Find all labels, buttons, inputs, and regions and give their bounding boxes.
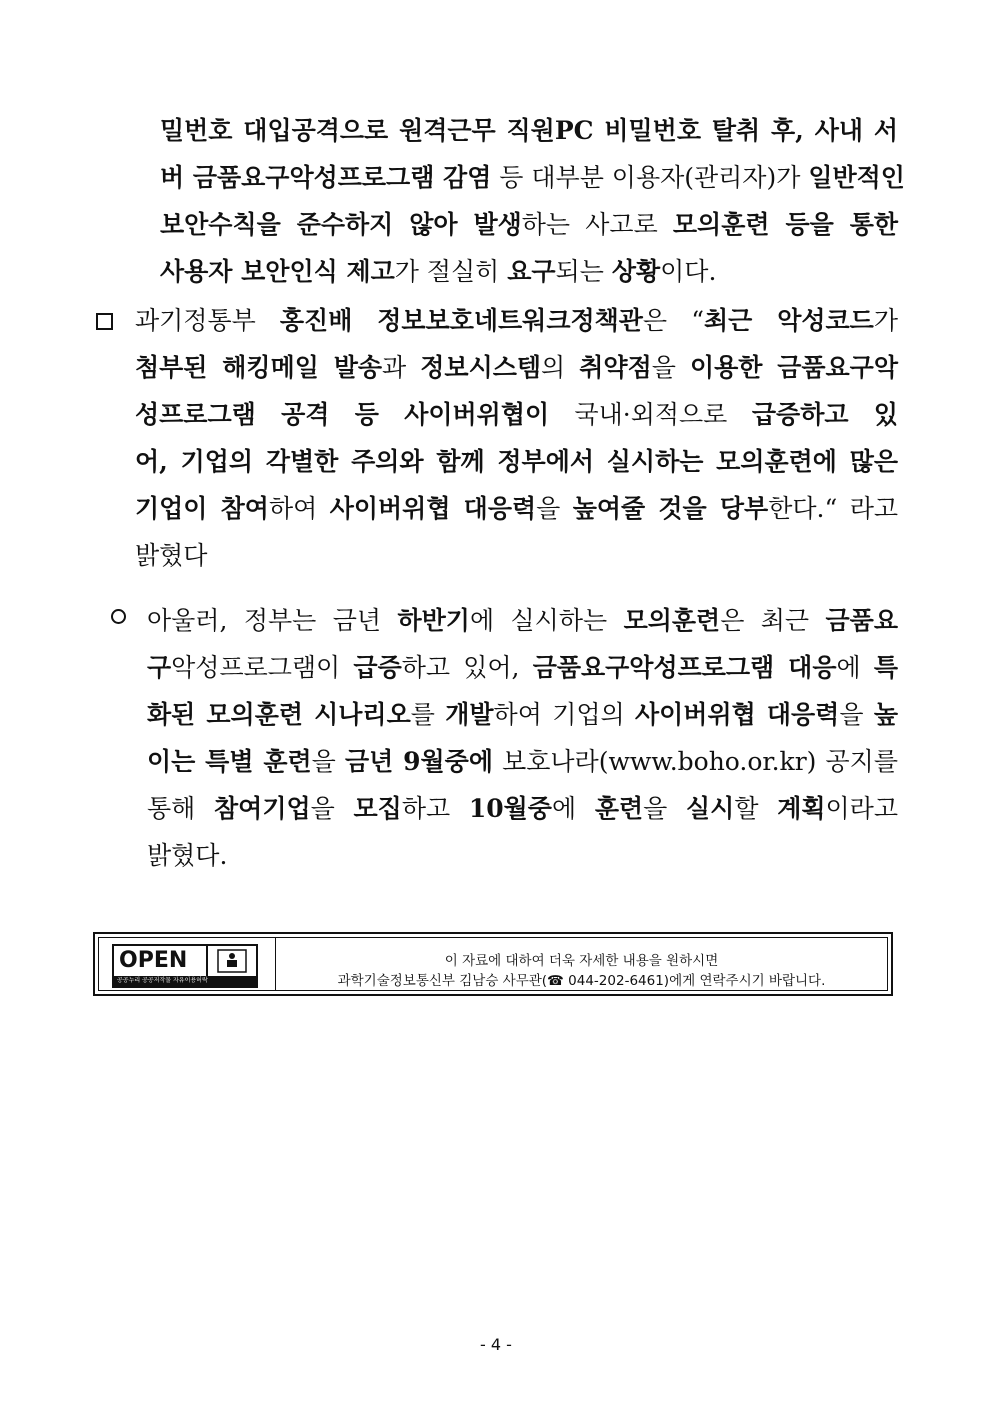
text: 하고 있어,: [401, 653, 533, 682]
text: 밝혔다.: [147, 841, 228, 870]
text: 을: [311, 747, 345, 776]
paragraph-line: [147, 691, 898, 738]
text: 을: [651, 353, 690, 382]
bold-text: 급증하고 있: [751, 400, 898, 429]
bold-text: 사용자 보안인식 제고: [160, 257, 395, 286]
bold-text: 계획: [777, 794, 826, 823]
bold-text: 높여줄 것을 당부: [572, 494, 769, 523]
text: 을: [536, 494, 573, 523]
bold-text: 특: [873, 653, 898, 682]
contact-line-1: 이 자료에 대하여 더욱 자세한 내용을 원하시면: [444, 953, 719, 969]
attribution-person-icon: [217, 949, 247, 973]
bold-text: 금품요: [825, 606, 898, 635]
bold-text: 홍진배 정보보호네트워크정책관: [279, 306, 643, 335]
text: 은 최근: [720, 606, 826, 635]
bold-text: 상황: [611, 257, 661, 286]
text: 하고: [401, 794, 469, 823]
bold-text: 구: [147, 653, 172, 682]
text: 악성프로그램이: [171, 653, 354, 682]
text: 과기정통부: [135, 306, 280, 335]
contact-prefix: 과학기술정보통신부 김남승 사무관(: [337, 973, 548, 989]
bold-text: 기업이 참여: [135, 494, 269, 523]
paragraph-line: [135, 391, 898, 438]
bold-text: 높: [873, 700, 898, 729]
bold-text: 첨부된 해킹메일 발송: [135, 353, 383, 382]
paragraph-line: [147, 785, 898, 832]
bold-text: 보안수칙을 준수하지 않아 발생: [160, 210, 522, 239]
text: 은 “: [642, 306, 705, 335]
text: 에: [836, 653, 874, 682]
bold-text: 밀번호 대입공격으로 원격근무 직원PC 비밀번호 탈취 후, 사내 서: [160, 116, 898, 145]
open-license-strip: [114, 976, 256, 986]
text: 할: [734, 794, 778, 823]
paragraph-line: [135, 532, 898, 579]
text: 하는 사고로: [521, 210, 673, 239]
text: 에 실시하는: [469, 606, 624, 635]
text: 을: [839, 700, 874, 729]
contact-info: [276, 938, 887, 990]
bold-text: 어, 기업의 각별한 주의와 함께 정부에서 실시하는 모의훈련에 많은: [135, 447, 898, 476]
bold-text: 개발: [445, 700, 494, 729]
paragraph-1: [160, 107, 905, 295]
text: 가: [873, 306, 898, 335]
open-license-word: OPEN: [119, 948, 188, 973]
open-license-badge: [112, 944, 258, 988]
circle-bullet-icon: [111, 609, 126, 624]
text: 의: [541, 353, 580, 382]
bold-text: 사이버위협 대응력: [635, 700, 840, 729]
text: 되는: [555, 257, 612, 286]
bold-text: 10월중: [468, 794, 552, 823]
text: 을: [643, 794, 687, 823]
contact-phone: 044-202-6461)에게 연락주시기 바랍니다.: [563, 973, 826, 989]
text: 가 절실히: [394, 257, 508, 286]
phone-icon: ☎: [547, 973, 564, 989]
text: 한다.“ 라고: [768, 494, 898, 523]
text: 를: [410, 700, 446, 729]
contact-line-2: [276, 969, 887, 989]
bold-text: 사이버위협 대응력: [329, 494, 537, 523]
bold-text: 정보시스템: [420, 353, 542, 382]
bold-text: 하반기: [397, 606, 470, 635]
text: 을: [310, 794, 354, 823]
paragraph-line: [160, 248, 898, 295]
paragraph-line: [160, 107, 898, 154]
paragraph-line: [135, 438, 898, 485]
text: 이다.: [660, 257, 717, 286]
bold-text: 실시: [686, 794, 735, 823]
text: 통해: [147, 794, 215, 823]
bold-text: 일반적인: [808, 163, 905, 192]
paragraph-line: [160, 201, 898, 248]
text: 국내·외적으로: [574, 400, 752, 429]
page-number: - 4 -: [480, 1335, 512, 1354]
bold-text: 이는 특별 훈련: [147, 747, 312, 776]
bold-text: 훈련: [594, 794, 644, 823]
paragraph-line: [147, 597, 898, 644]
bold-text: 금품요구악성프로그램 대응: [532, 653, 837, 682]
bold-text: 최근 악성코드: [704, 306, 874, 335]
bold-text: 모집: [353, 794, 402, 823]
text: 이라고: [825, 794, 898, 823]
open-license-cell: [99, 938, 276, 990]
contact-box: [93, 932, 893, 996]
bold-text: 요구: [507, 257, 556, 286]
square-bullet-icon: [96, 313, 113, 330]
bold-text: 화된 모의훈련 시나리오: [147, 700, 411, 729]
paragraph-line: [160, 154, 905, 201]
bold-text: 모의훈련 등을 통한: [672, 210, 898, 239]
text: 과: [382, 353, 421, 382]
open-license-strip-text: 공공누리 공공저작물 자유이용허락: [117, 977, 208, 984]
bold-text: 버 금품요구악성프로그램 감염: [160, 163, 492, 192]
paragraph-line: [135, 485, 898, 532]
paragraph-line: [147, 738, 898, 785]
text: 보호나라(www.boho.or.kr) 공지를: [492, 747, 898, 776]
bold-text: 참여기업: [214, 794, 311, 823]
paragraph-2: [135, 297, 898, 579]
paragraph-line: [135, 297, 898, 344]
bold-text: 모의훈련: [623, 606, 721, 635]
paragraph-3: [147, 597, 898, 879]
bold-text: 급증: [353, 653, 402, 682]
bold-text: 금년 9월중에: [344, 747, 493, 776]
text: 등 대부분 이용자(관리자)가: [491, 163, 809, 192]
text: 하여 기업의: [493, 700, 635, 729]
bold-text: 이용한 금품요구악: [689, 353, 898, 382]
bold-text: 취약점: [579, 353, 652, 382]
paragraph-line: [135, 344, 898, 391]
paragraph-line: [147, 644, 898, 691]
text: 에: [551, 794, 595, 823]
paragraph-line: [147, 832, 898, 879]
text: 하여: [268, 494, 330, 523]
bold-text: 성프로그램 공격 등 사이버위협이: [135, 400, 575, 429]
text: 아울러, 정부는 금년: [147, 606, 398, 635]
text: 밝혔다: [135, 541, 208, 570]
